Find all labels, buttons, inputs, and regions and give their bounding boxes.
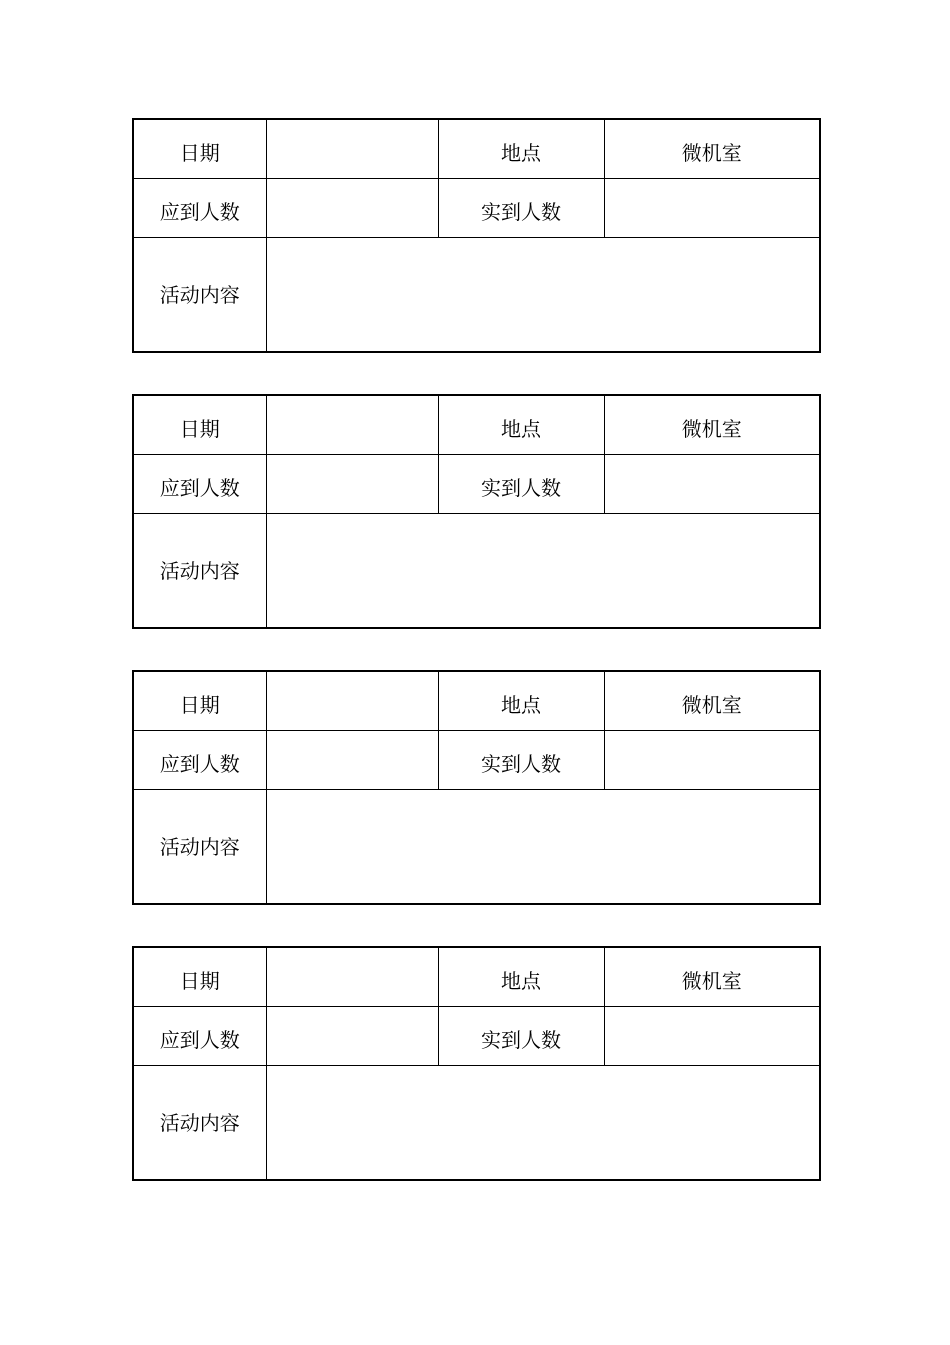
- activity-record-table: [132, 394, 821, 629]
- content-row: [133, 514, 820, 629]
- actual-count-label: 实到人数: [438, 731, 604, 790]
- activity-content-label: 活动内容: [133, 238, 266, 353]
- date-value-cell[interactable]: [266, 395, 438, 455]
- activity-content-label: 活动内容: [133, 790, 266, 905]
- date-label: 日期: [133, 119, 266, 179]
- date-label: 日期: [133, 395, 266, 455]
- date-location-row: [133, 395, 820, 455]
- location-value: 微机室: [604, 395, 820, 455]
- content-row: [133, 790, 820, 905]
- attendance-row: [133, 1007, 820, 1066]
- activity-record-forms: [132, 118, 819, 1222]
- activity-content-label: 活动内容: [133, 514, 266, 629]
- date-label: 日期: [133, 671, 266, 731]
- activity-content-cell[interactable]: [266, 790, 820, 905]
- expected-count-label: 应到人数: [133, 455, 266, 514]
- actual-count-cell[interactable]: [604, 1007, 820, 1066]
- actual-count-cell[interactable]: [604, 455, 820, 514]
- expected-count-cell[interactable]: [266, 731, 438, 790]
- activity-content-label: 活动内容: [133, 1066, 266, 1181]
- activity-record-table: [132, 670, 821, 905]
- activity-record-table: [132, 118, 821, 353]
- location-value: 微机室: [604, 947, 820, 1007]
- expected-count-label: 应到人数: [133, 731, 266, 790]
- activity-content-cell[interactable]: [266, 238, 820, 353]
- actual-count-label: 实到人数: [438, 455, 604, 514]
- attendance-row: [133, 455, 820, 514]
- expected-count-label: 应到人数: [133, 179, 266, 238]
- content-row: [133, 238, 820, 353]
- date-location-row: [133, 119, 820, 179]
- date-location-row: [133, 671, 820, 731]
- date-label: 日期: [133, 947, 266, 1007]
- location-value: 微机室: [604, 119, 820, 179]
- date-value-cell[interactable]: [266, 671, 438, 731]
- expected-count-cell[interactable]: [266, 179, 438, 238]
- actual-count-cell[interactable]: [604, 179, 820, 238]
- actual-count-label: 实到人数: [438, 179, 604, 238]
- date-location-row: [133, 947, 820, 1007]
- expected-count-label: 应到人数: [133, 1007, 266, 1066]
- activity-record-table: [132, 946, 821, 1181]
- date-value-cell[interactable]: [266, 947, 438, 1007]
- expected-count-cell[interactable]: [266, 455, 438, 514]
- location-label: 地点: [438, 671, 604, 731]
- location-label: 地点: [438, 119, 604, 179]
- attendance-row: [133, 731, 820, 790]
- actual-count-cell[interactable]: [604, 731, 820, 790]
- date-value-cell[interactable]: [266, 119, 438, 179]
- activity-content-cell[interactable]: [266, 1066, 820, 1181]
- content-row: [133, 1066, 820, 1181]
- expected-count-cell[interactable]: [266, 1007, 438, 1066]
- location-label: 地点: [438, 395, 604, 455]
- location-label: 地点: [438, 947, 604, 1007]
- actual-count-label: 实到人数: [438, 1007, 604, 1066]
- location-value: 微机室: [604, 671, 820, 731]
- activity-content-cell[interactable]: [266, 514, 820, 629]
- attendance-row: [133, 179, 820, 238]
